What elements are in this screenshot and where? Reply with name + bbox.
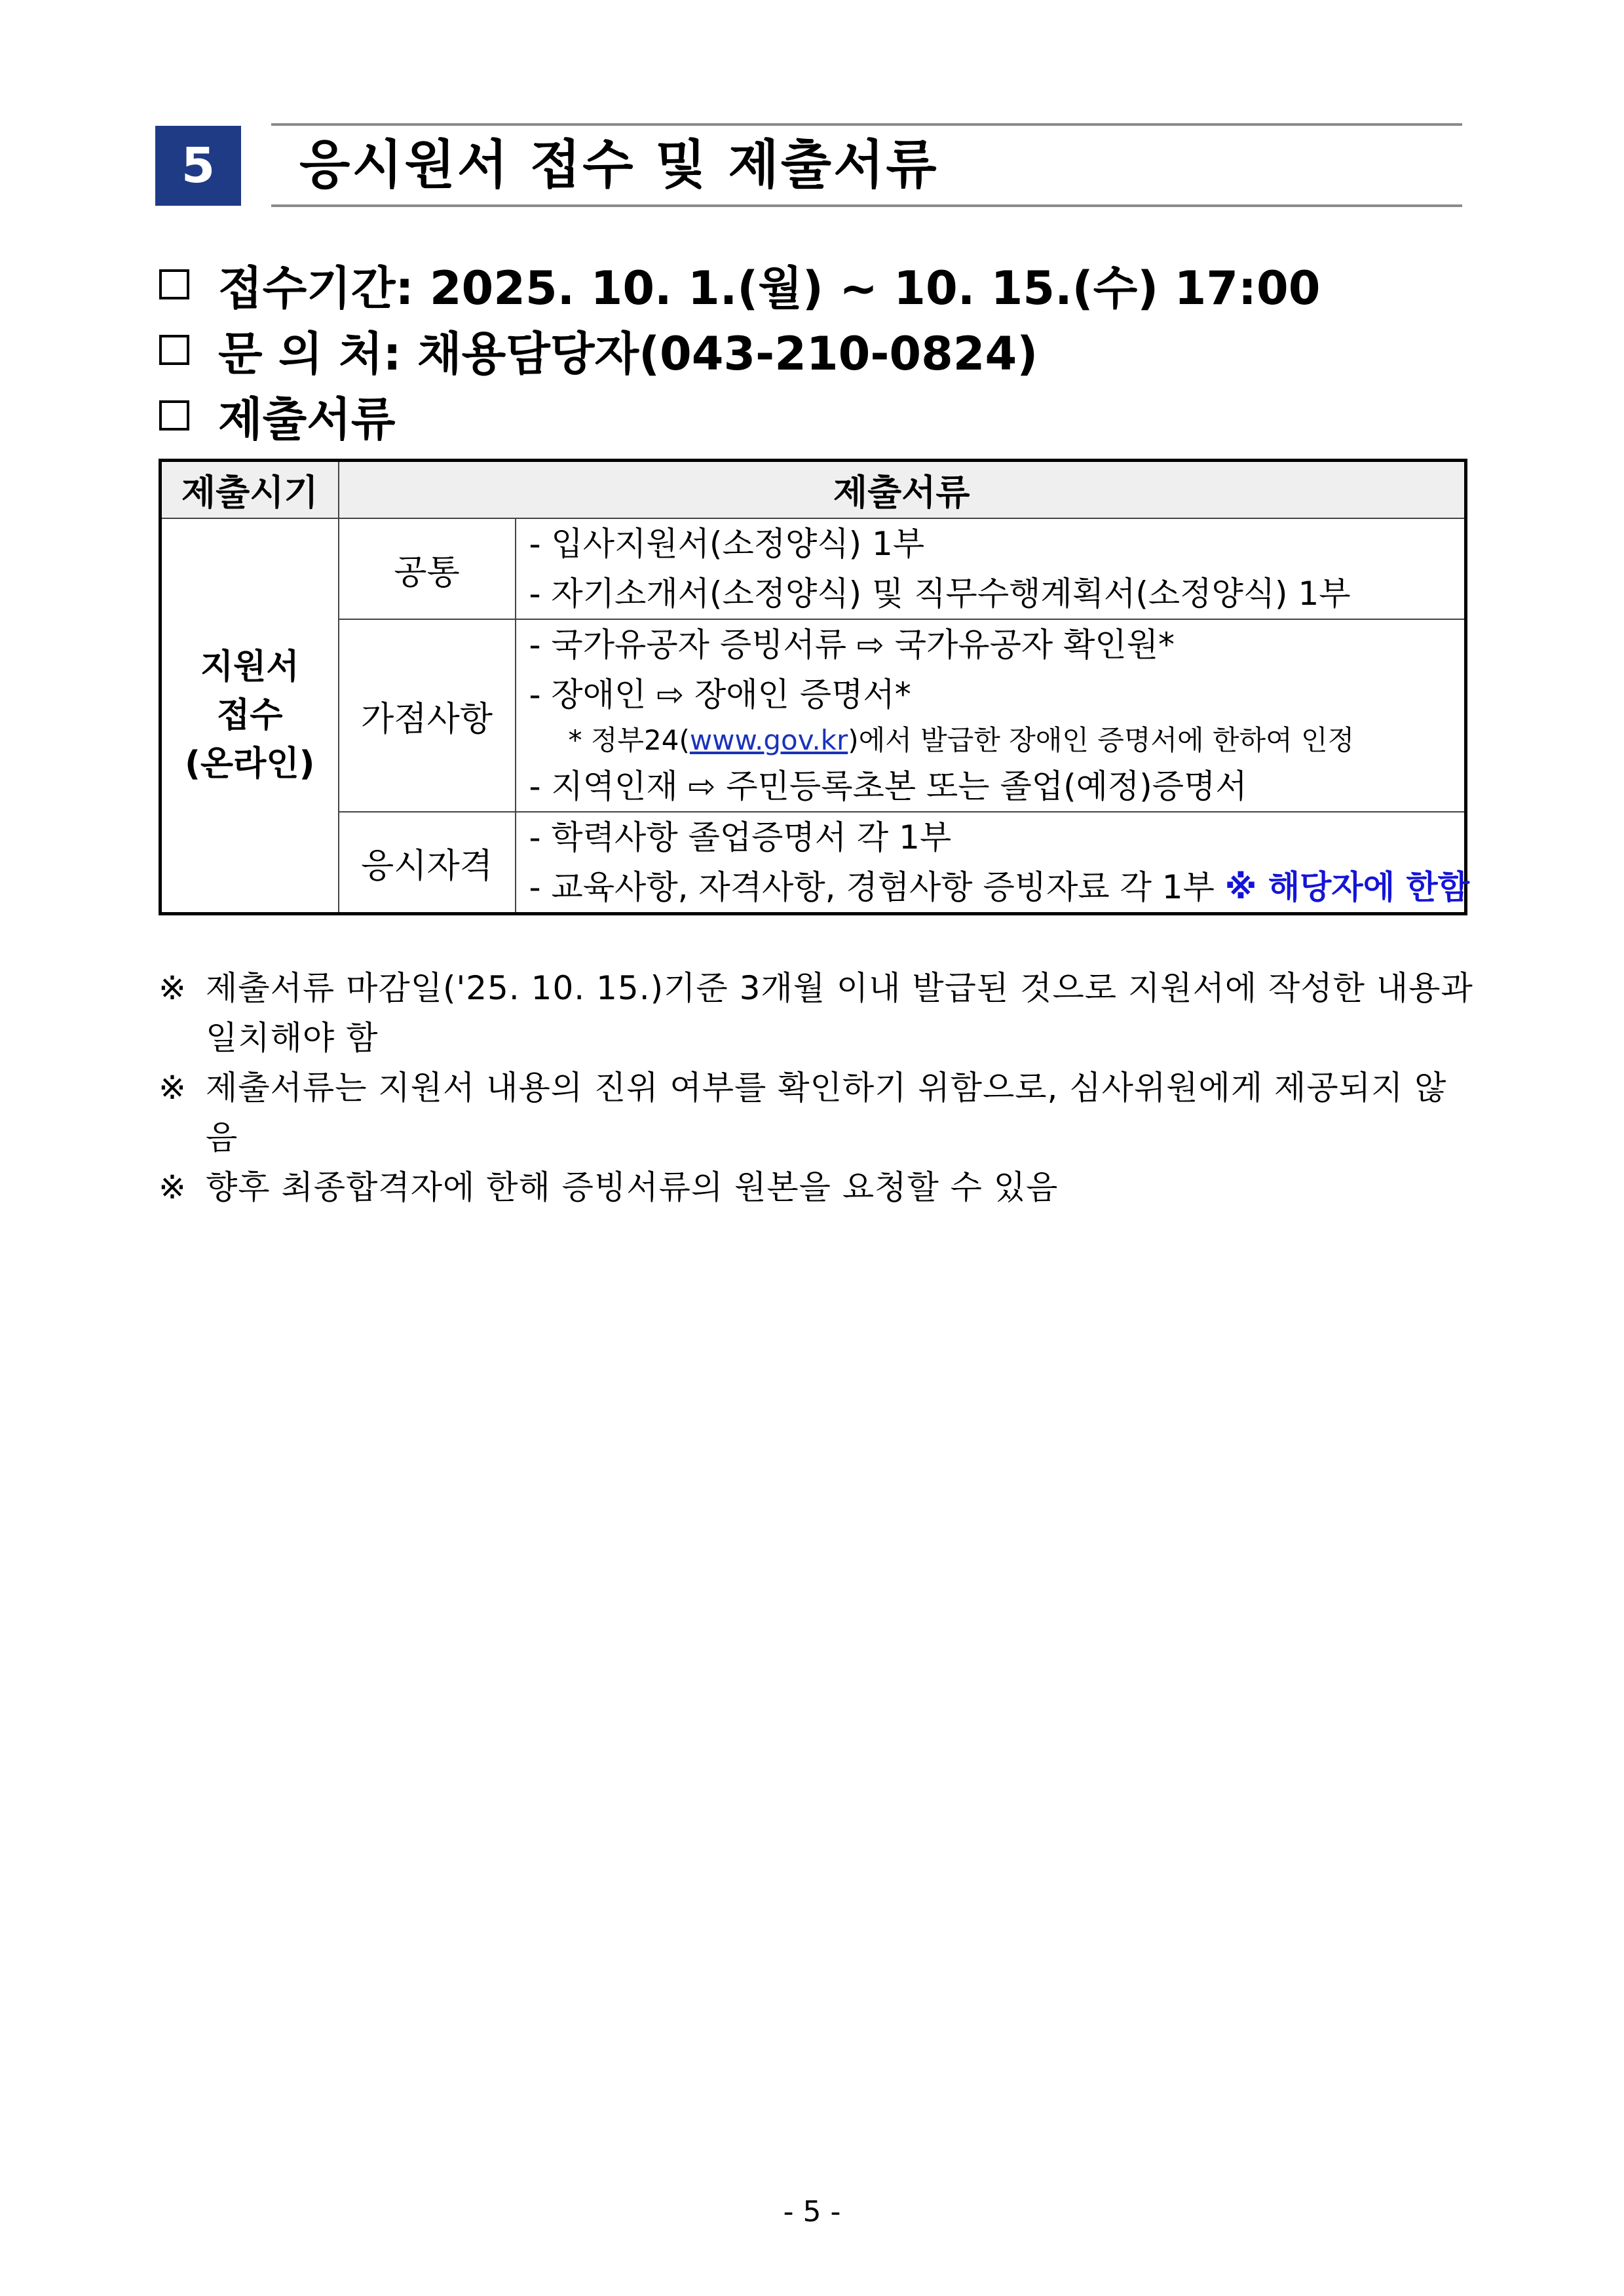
header-documents: 제출서류 (339, 461, 1466, 519)
list-item: - 교육사항, 자격사항, 경험사항 증빙자료 각 1부 ※ 해당자에 한함 (529, 868, 1470, 906)
list-item: - 장애인 ⇨ 장애인 증명서* (529, 676, 911, 714)
table-header-row (161, 461, 1466, 519)
header-timing: 제출시기 (161, 461, 339, 519)
list-item: - 자기소개서(소정양식) 및 직무수행계획서(소정양식) 1부 (529, 575, 1351, 613)
notes (159, 963, 1475, 1212)
reference-mark-icon: ※ (159, 1168, 186, 1206)
items-eligibility (516, 812, 1470, 914)
documents-table (159, 459, 1470, 915)
info-contact (159, 320, 1038, 380)
checkbox-bullet-icon (159, 335, 189, 365)
page-number: - 5 - (783, 2195, 841, 2229)
section-title: 응시원서 접수 및 제출서류 (299, 134, 939, 195)
section-rule-top (271, 123, 1462, 126)
table-row (161, 812, 1466, 914)
section-number: 5 (155, 126, 241, 206)
section-header (155, 123, 1462, 207)
category-common: 공통 (339, 518, 516, 619)
table-row (161, 518, 1466, 619)
note-item: ※ 향후 최종합격자에 한해 증빙서류의 원본을 요청할 수 있음 (159, 1162, 1475, 1212)
items-common (516, 518, 1466, 619)
contact-text: 문 의 처: 채용담당자(043-210-0824) (218, 326, 1038, 381)
list-item: - 학력사항 졸업증명서 각 1부 (529, 818, 952, 856)
reference-mark-icon: ※ (159, 1069, 186, 1107)
category-bonus: 가점사항 (339, 619, 516, 812)
category-eligibility: 응시자격 (339, 812, 516, 914)
info-period (159, 254, 1320, 315)
note-item: ※ 제출서류 마감일('25. 10. 15.)기준 3개월 이내 발급된 것으로 지원서에 작성한 내용과 일치해야 함 (159, 963, 1475, 1063)
list-item: - 지역인재 ⇨ 주민등록초본 또는 졸업(예정)증명서 (529, 767, 1247, 805)
subnote: * 정부24(www.gov.kr)에서 발급한 장애인 증명서에 한하여 인정 (568, 724, 1355, 756)
list-item: - 입사지원서(소정양식) 1부 (529, 525, 925, 563)
items-bonus (516, 619, 1466, 812)
highlight-note: ※ 해당자에 한함 (1224, 868, 1470, 906)
table-row (161, 619, 1466, 812)
note-item: ※ 제출서류는 지원서 내용의 진위 여부를 확인하기 위함으로, 심사위원에게 제공되지 않음 (159, 1063, 1475, 1162)
period-text: 접수기간: 2025. 10. 1.(월) ~ 10. 15.(수) 17:00 (218, 261, 1321, 315)
checkbox-bullet-icon (159, 400, 189, 430)
info-documents (159, 385, 395, 446)
gov-link[interactable]: www.gov.kr (689, 724, 848, 756)
list-item: - 국가유공자 증빙서류 ⇨ 국가유공자 확인원* (529, 626, 1175, 664)
section-rule-bottom (271, 204, 1462, 207)
timing-cell: 지원서 접수 (온라인) (161, 518, 339, 914)
reference-mark-icon: ※ (159, 969, 186, 1007)
documents-text: 제출서류 (218, 392, 396, 446)
checkbox-bullet-icon (159, 269, 189, 299)
